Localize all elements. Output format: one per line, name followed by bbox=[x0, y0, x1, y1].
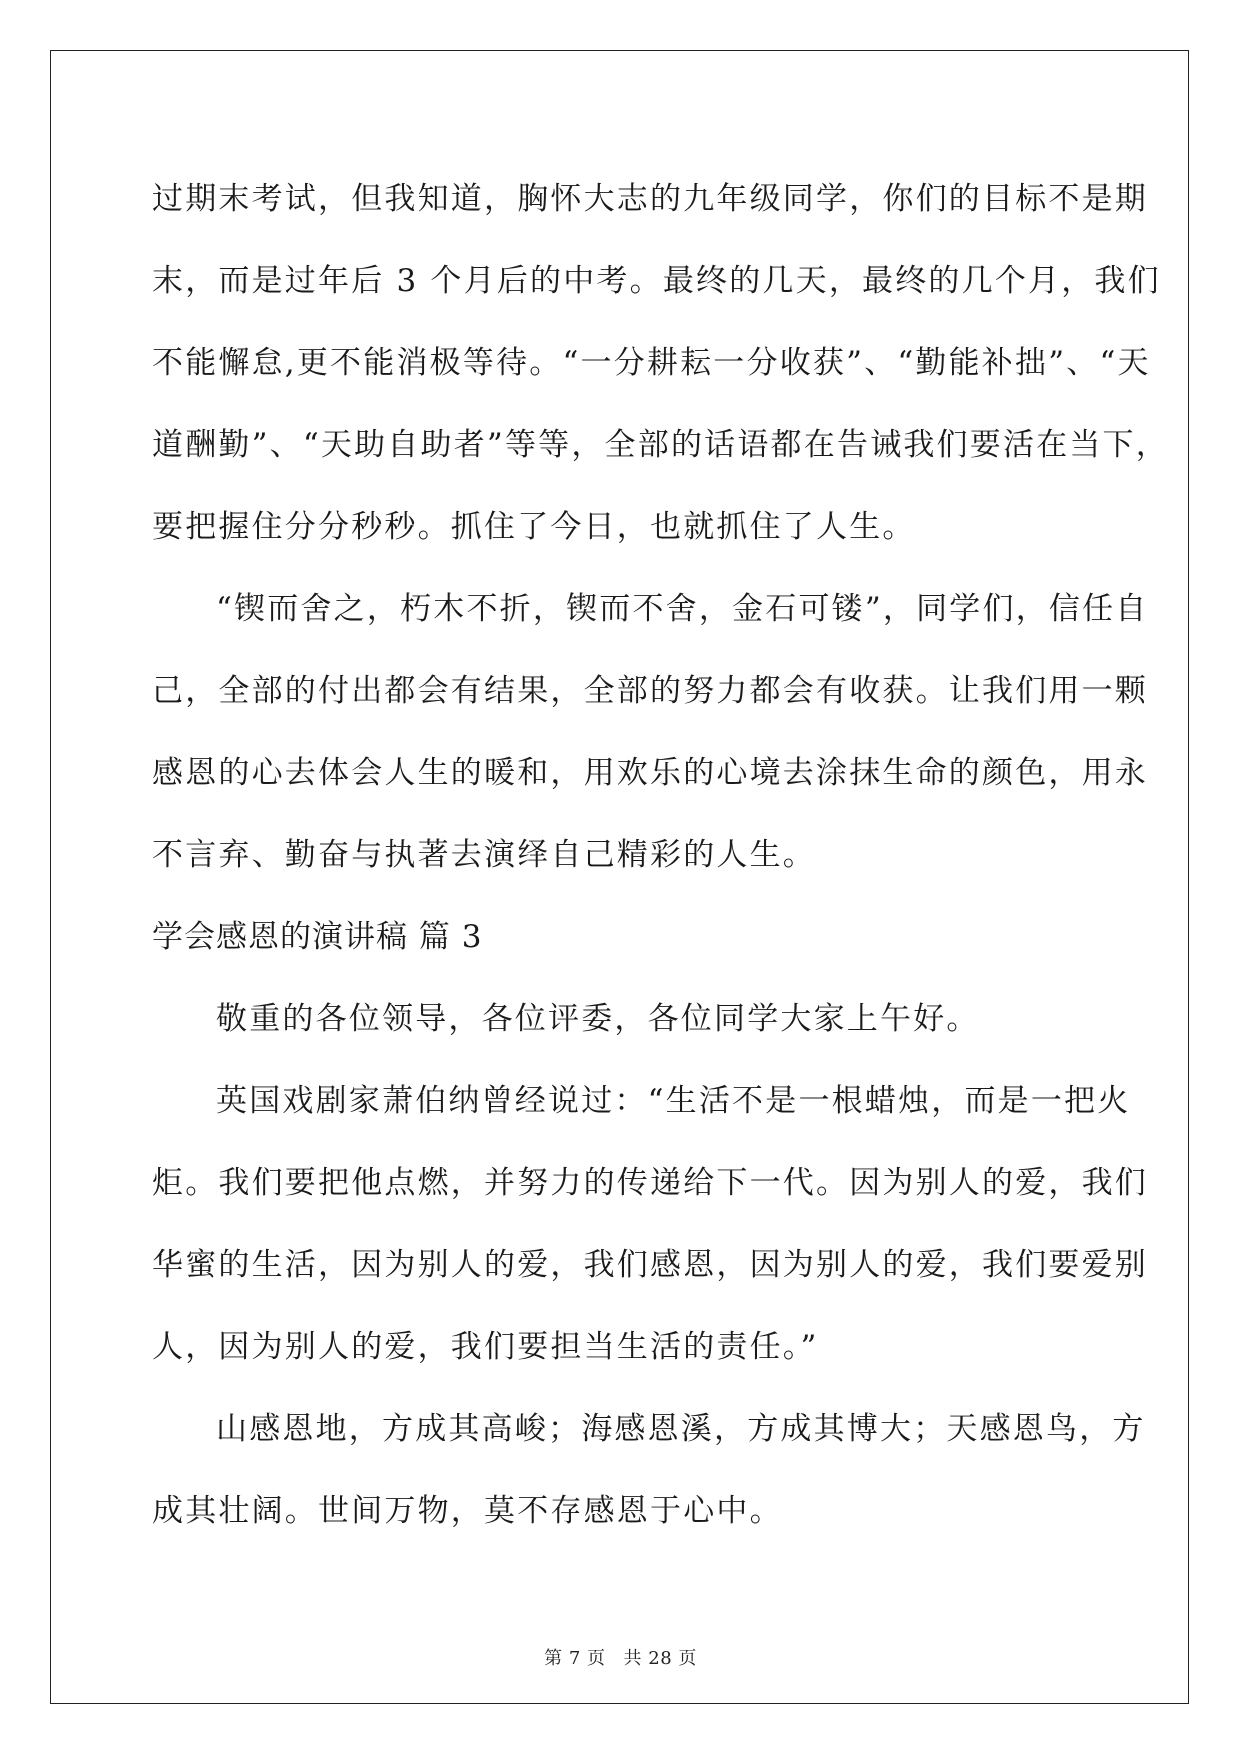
paragraph-first-line: 敬重的各位领导，各位评委，各位同学大家上午好。 bbox=[216, 1001, 980, 1037]
text-line: 道酬勤”、“天助自助者”等等，全部的话语都在告诫我们要活在当下， bbox=[152, 427, 1169, 463]
paragraph-first-line: 山感恩地，方成其高峻；海感恩溪，方成其博大；天感恩鸟，方 bbox=[216, 1411, 1146, 1447]
text-line: 过期末考试，但我知道，胸怀大志的九年级同学，你们的目标不是期 bbox=[152, 181, 1148, 217]
text-line: 不言弃、勤奋与执著去演绎自己精彩的人生。 bbox=[152, 837, 816, 873]
text-line: 炬。我们要把他点燃，并努力的传递给下一代。因为别人的爱，我们 bbox=[152, 1165, 1148, 1201]
paragraph-first-line: “锲而舍之，朽木不折，锲而不舍，金石可镂”，同学们，信任自 bbox=[216, 591, 1149, 627]
page-footer bbox=[0, 1644, 1241, 1670]
section-heading: 学会感恩的演讲稿 篇 3 bbox=[152, 919, 483, 955]
text-line: 华蜜的生活，因为别人的爱，我们感恩，因为别人的爱，我们要爱别 bbox=[152, 1247, 1148, 1283]
text-line: 人，因为别人的爱，我们要担当生活的责任。” bbox=[152, 1329, 819, 1365]
document-body bbox=[152, 158, 1169, 1552]
text-line: 成其壮阔。世间万物，莫不存感恩于心中。 bbox=[152, 1493, 783, 1529]
text-line: 感恩的心去体会人生的暖和，用欢乐的心境去涂抹生命的颜色，用永 bbox=[152, 755, 1148, 791]
text-line: 末，而是过年后 3 个月后的中考。最终的几天，最终的几个月，我们 bbox=[152, 263, 1161, 299]
text-line: 要把握住分分秒秒。抓住了今日，也就抓住了人生。 bbox=[152, 509, 916, 545]
page-number: 第 7 页 bbox=[544, 1648, 606, 1669]
text-line: 己，全部的付出都会有结果，全部的努力都会有收获。让我们用一颗 bbox=[152, 673, 1148, 709]
page-total: 共 28 页 bbox=[623, 1648, 697, 1669]
paragraph-first-line: 英国戏剧家萧伯纳曾经说过：“生活不是一根蜡烛，而是一把火 bbox=[216, 1083, 1131, 1119]
text-line: 不能懈怠,更不能消极等待。“一分耕耘一分收获”、“勤能补拙”、“天 bbox=[152, 345, 1151, 381]
